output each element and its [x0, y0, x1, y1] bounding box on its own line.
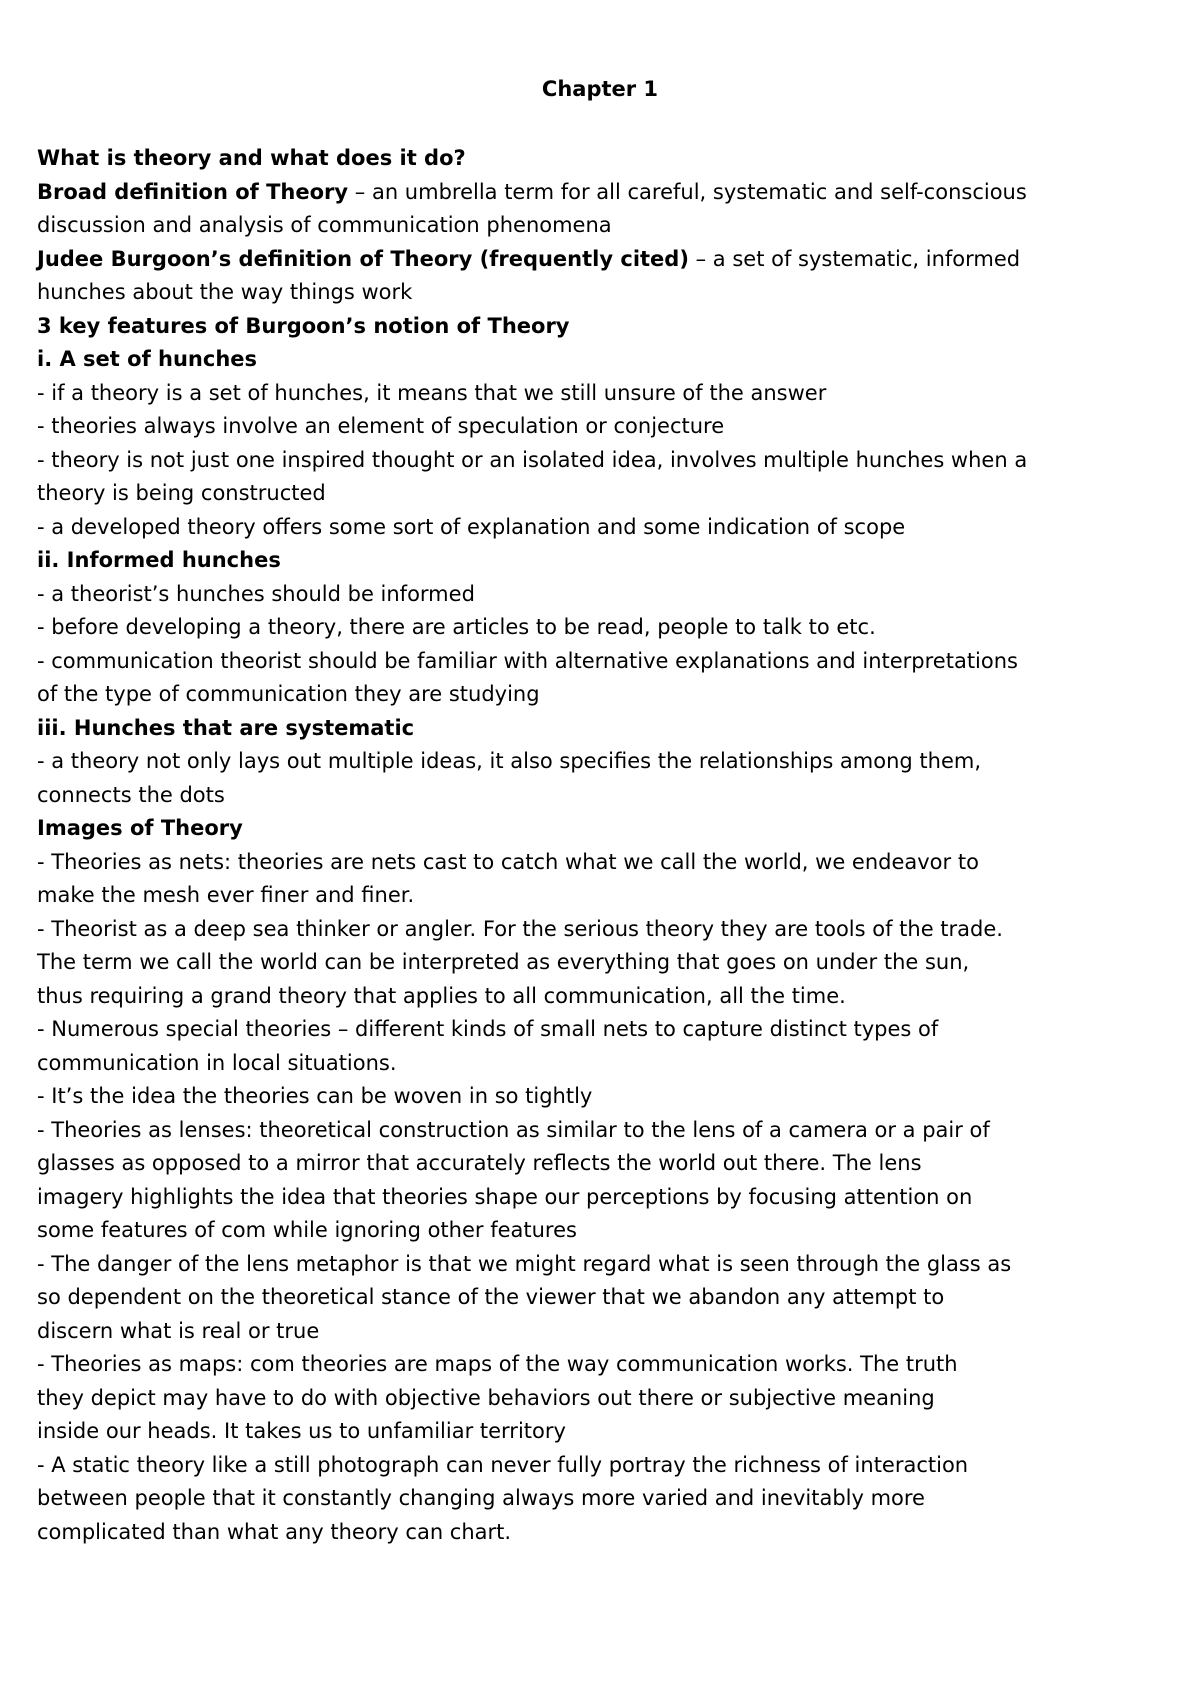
bold-label: Broad definition of Theory [37, 179, 349, 204]
text-line [37, 1482, 1177, 1516]
text-line [37, 645, 1177, 679]
line-text: – a set of systematic, informed [688, 246, 1021, 271]
text-line [37, 578, 1177, 612]
text-line [37, 1348, 1177, 1382]
line-text: imagery highlights the idea that theories shape our perceptions by focusing attention on [37, 1184, 973, 1209]
text-line [37, 913, 1177, 947]
line-text: communication in local situations. [37, 1050, 397, 1075]
heading-line [37, 243, 1177, 277]
text-line [37, 1382, 1177, 1416]
text-line [37, 1415, 1177, 1449]
line-text: - The danger of the lens metaphor is that we might regard what is seen through the glass as [37, 1251, 1012, 1276]
text-line [37, 410, 1177, 444]
text-line [37, 477, 1177, 511]
text-line [37, 779, 1177, 813]
bold-label: ii. Informed hunches [37, 548, 281, 572]
line-text: - a theorist’s hunches should be informed [37, 581, 475, 606]
line-text: - It’s the idea the theories can be woven in so tightly [37, 1084, 593, 1108]
text-line [37, 1214, 1177, 1248]
line-text: - before developing a theory, there are articles to be read, people to talk to etc. [37, 615, 876, 639]
heading-line [37, 712, 1177, 746]
line-text: some features of com while ignoring other features [37, 1218, 577, 1242]
text-line [37, 879, 1177, 913]
text-line [37, 1147, 1177, 1181]
heading-line [37, 176, 1177, 210]
line-text: glasses as opposed to a mirror that accurately reflects the world out there. The lens [37, 1151, 922, 1175]
bold-label: iii. Hunches that are systematic [37, 715, 415, 740]
line-text: - communication theorist should be familiar with alternative explanations and interpretations [37, 648, 1018, 673]
text-line [37, 511, 1177, 545]
text-line [37, 678, 1177, 712]
line-text: - a theory not only lays out multiple ideas, it also specifies the relationships among them, [37, 749, 982, 773]
line-text: thus requiring a grand theory that applies to all communication, all the time. [37, 983, 846, 1008]
text-line [37, 1449, 1177, 1483]
bold-label: What is theory and what does it do? [37, 146, 466, 170]
text-line [37, 846, 1177, 880]
line-text: discern what is real or true [37, 1318, 320, 1343]
line-text: - Theories as lenses: theoretical construction as similar to the lens of a camera or a pair of [37, 1117, 990, 1142]
text-line [37, 1516, 1177, 1550]
heading-line [37, 142, 1177, 176]
line-text: they depict may have to do with objective behaviors out there or subjective meaning [37, 1385, 935, 1410]
line-text: - Theorist as a deep sea thinker or angler. For the serious theory they are tools of the trade. [37, 916, 1003, 941]
line-text: – an umbrella term for all careful, systematic and self-conscious [348, 179, 1027, 204]
line-text: - Theories as maps: com theories are maps of the way communication works. The truth [37, 1352, 958, 1376]
heading-line [37, 310, 1177, 344]
text-line [37, 745, 1177, 779]
text-line [37, 611, 1177, 645]
bold-label: 3 key features of Burgoon’s notion of Theory [37, 313, 570, 338]
line-text: make the mesh ever finer and finer. [37, 883, 415, 907]
text-line [37, 1281, 1177, 1315]
text-line [37, 1315, 1177, 1349]
text-line [37, 1080, 1177, 1114]
line-text: connects the dots [37, 782, 225, 807]
bold-label: Judee Burgoon’s definition of Theory (frequently cited) [37, 246, 689, 271]
text-line [37, 1013, 1177, 1047]
line-text: discussion and analysis of communication phenomena [37, 213, 612, 237]
heading-line [37, 544, 1177, 578]
line-text: so dependent on the theoretical stance of the viewer that we abandon any attempt to [37, 1285, 945, 1309]
line-text: hunches about the way things work [37, 280, 413, 304]
line-text: The term we call the world can be interpreted as everything that goes on under the sun, [37, 950, 970, 974]
text-line [37, 1047, 1177, 1081]
line-text: - theories always involve an element of speculation or conjecture [37, 414, 725, 438]
bold-label: i. A set of hunches [37, 347, 258, 371]
text-line [37, 276, 1177, 310]
line-text: of the type of communication they are studying [37, 682, 540, 706]
text-line [37, 444, 1177, 478]
line-text: - a developed theory offers some sort of explanation and some indication of scope [37, 514, 906, 539]
line-text: - if a theory is a set of hunches, it means that we still unsure of the answer [37, 380, 827, 405]
line-text: - A static theory like a still photograph can never fully portray the richness of interaction [37, 1452, 969, 1477]
line-text: between people that it constantly changing always more varied and inevitably more [37, 1486, 925, 1510]
line-text: theory is being constructed [37, 481, 326, 505]
line-text: - Theories as nets: theories are nets cast to catch what we call the world, we endeavor to [37, 849, 979, 874]
text-line [37, 1181, 1177, 1215]
text-line [37, 946, 1177, 980]
heading-line [37, 343, 1177, 377]
line-text: inside our heads. It takes us to unfamiliar territory [37, 1419, 566, 1443]
text-line [37, 1114, 1177, 1148]
line-text: - Numerous special theories – different kinds of small nets to capture distinct types of [37, 1017, 939, 1041]
text-line [37, 377, 1177, 411]
document-body [37, 142, 1177, 1549]
line-text: - theory is not just one inspired thought or an isolated idea, involves multiple hunches when a [37, 447, 1028, 472]
text-line [37, 1248, 1177, 1282]
page-title: Chapter 1 [541, 77, 659, 101]
heading-line [37, 812, 1177, 846]
text-line [37, 209, 1177, 243]
line-text: complicated than what any theory can chart. [37, 1519, 512, 1544]
bold-label: Images of Theory [37, 816, 243, 840]
text-line [37, 980, 1177, 1014]
